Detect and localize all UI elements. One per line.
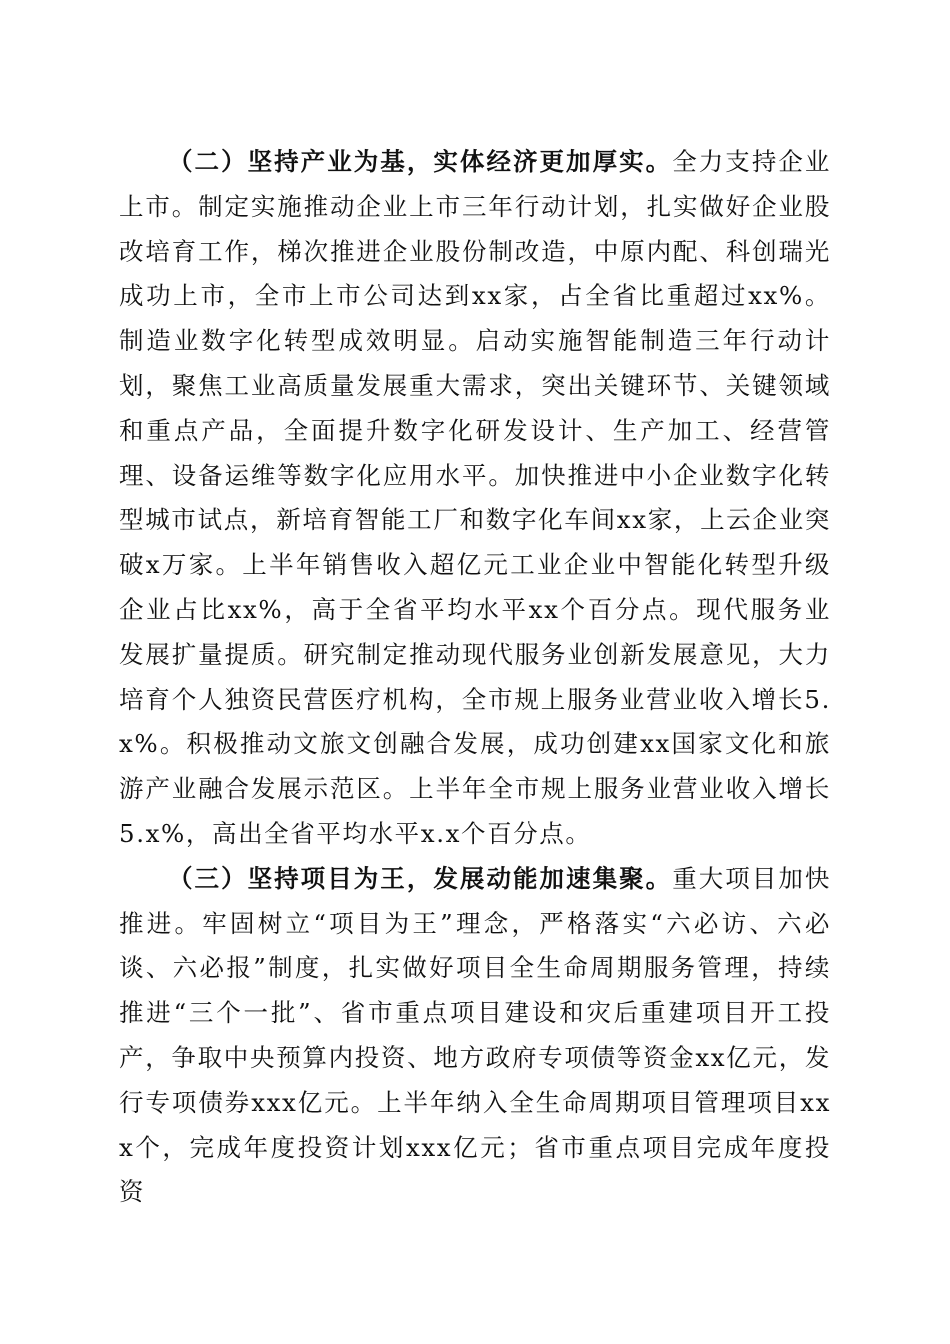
paragraph-section-3 (119, 857, 831, 1215)
section-heading: （二）坚持产业为基，实体经济更加厚实。 (168, 147, 673, 176)
document-body (119, 140, 831, 1215)
paragraph-section-2 (119, 140, 831, 857)
paragraph-text: 重大项目加快推进。牢固树立“项目为王”理念，严格落实“六必访、六必谈、六必报”制度，扎实做好项目全生命周期服务管理，持续推进“三个一批”、省市重点项目建设和灾后重建项目开工投产，争取中央预算内投资、地方政府专项债等资金xx亿元，发行专项债券xxx亿元。上半年纳入全生命周期项目管理项目xxx个，完成年度投资计划xxx亿元；省市重点项目完成年度投资 (119, 863, 831, 1207)
paragraph-text: 全力支持企业上市。制定实施推动企业上市三年行动计划，扎实做好企业股改培育工作，梯次推进企业股份制改造，中原内配、科创瑞光成功上市，全市上市公司达到xx家，占全省比重超过xx%。制造业数字化转型成效明显。启动实施智能制造三年行动计划，聚焦工业高质量发展重大需求，突出关键环节、关键领域和重点产品，全面提升数字化研发设计、生产加工、经营管理、设备运维等数字化应用水平。加快推进中小企业数字化转型城市试点，新培育智能工厂和数字化车间xx家，上云企业突破x万家。上半年销售收入超亿元工业企业中智能化转型升级企业占比xx%，高于全省平均水平xx个百分点。现代服务业发展扩量提质。研究制定推动现代服务业创新发展意见，大力培育个人独资民营医疗机构，全市规上服务业营业收入增长5.x%。积极推动文旅文创融合发展，成功创建xx国家文化和旅游产业融合发展示范区。上半年全市规上服务业营业收入增长5.x%，高出全省平均水平x.x个百分点。 (119, 147, 831, 848)
section-heading: （三）坚持项目为王，发展动能加速集聚。 (168, 863, 673, 893)
